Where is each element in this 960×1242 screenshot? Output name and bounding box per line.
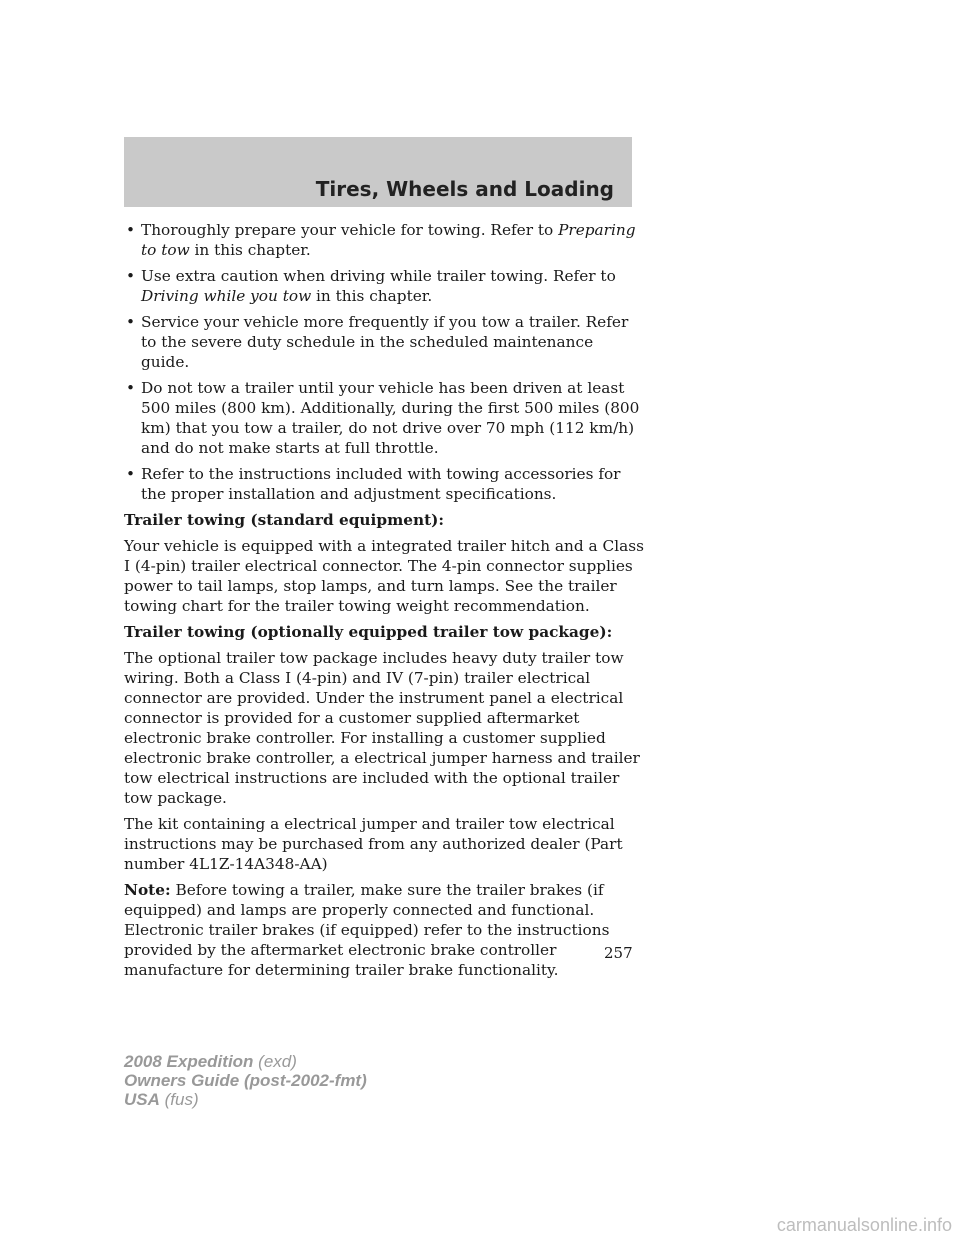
note-paragraph [124,880,644,980]
section-heading: Trailer towing (standard equipment): [124,511,445,529]
bullet-text: in this chapter. [311,287,433,305]
bullet-item [124,312,644,372]
page-number: 257 [604,944,633,962]
cross-reference: Driving while you tow [141,287,312,305]
footer-market: USA [124,1090,160,1109]
footer-guide: Owners Guide (post-2002-fmt) [124,1071,367,1090]
bullet-item [124,266,644,306]
bullet-text: Thoroughly prepare your vehicle for towing. Refer to [141,221,559,239]
bullet-item [124,378,644,458]
bullet-text: Service your vehicle more frequently if you tow a trailer. Refer to the severe duty schedule in the scheduled maintenance guide. [141,313,629,371]
bullet-text: Do not tow a trailer until your vehicle has been driven at least 500 miles (800 km). Additionally, during the first 500 miles (800 km) that you tow a trailer, do not drive over 70 mph (112 km/h) and do not make starts at full throttle. [141,379,640,457]
section-heading: Trailer towing (optionally equipped trailer tow package): [124,623,613,641]
paragraph: The optional trailer tow package includes heavy duty trailer tow wiring. Both a Class I (4-pin) and IV (7-pin) trailer electrical connector are provided. Under the instrument panel a electrical connector is provided for a customer supplied aftermarket electronic brake controller. For installing a customer supplied electronic brake controller, a electrical jumper harness and trailer tow electrical instructions are included with the optional trailer tow package. [124,649,640,807]
note-text: Before towing a trailer, make sure the trailer brakes (if equipped) and lamps are properly connected and functional. Electronic trailer brakes (if equipped) refer to the instructions provided by the aftermarket electronic brake controller manufacture for determining trailer brake functionality. [124,881,610,979]
footer-market-code: (fus) [159,1090,199,1109]
footer-model: 2008 Expedition [124,1052,254,1071]
bullet-text: Refer to the instructions included with towing accessories for the proper installation and adjustment specifications. [141,465,621,503]
footer-model-code: (exd) [253,1052,297,1071]
cross-reference: Preparing to tow [141,221,636,259]
bullet-item [124,220,644,260]
bullet-text: Use extra caution when driving while trailer towing. Refer to [141,267,616,285]
chapter-title: Tires, Wheels and Loading [315,177,614,201]
document-footer [124,1052,367,1109]
bullet-item [124,464,644,504]
bullet-text: in this chapter. [189,241,311,259]
watermark: carmanualsonline.info [776,1215,952,1235]
paragraph: Your vehicle is equipped with a integrated trailer hitch and a Class I (4-pin) trailer electrical connector. The 4-pin connector supplies power to tail lamps, stop lamps, and turn lamps. See the trailer towing chart for the trailer towing weight recommendation. [124,537,644,615]
chapter-header-band [124,137,632,207]
page-content [124,220,644,986]
paragraph: The kit containing a electrical jumper and trailer tow electrical instructions may be purchased from any authorized dealer (Part number 4L1Z-14A348-AA) [124,815,623,873]
note-label: Note: [124,881,171,899]
